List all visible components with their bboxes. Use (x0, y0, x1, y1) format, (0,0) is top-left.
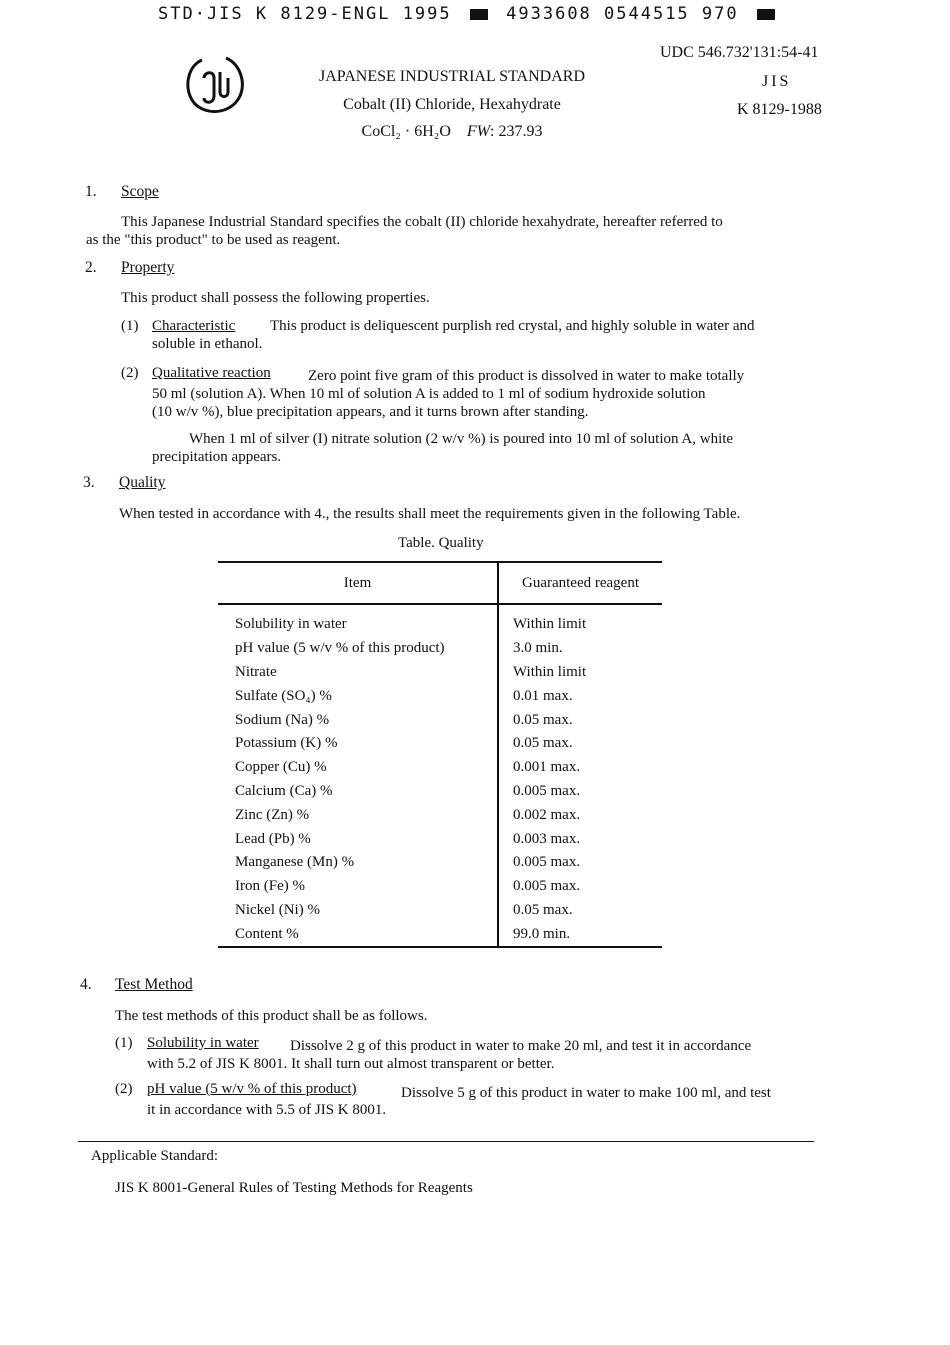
table-row (218, 827, 662, 851)
table-cell-item: Sulfate (SO₄) % (218, 684, 498, 708)
table-row (218, 604, 662, 637)
property-item-2-text-5: precipitation appears. (152, 449, 282, 465)
test-item-1-text-2: with 5.2 of JIS K 8001. It shall turn out almost transparent or better. (147, 1056, 555, 1072)
section-3-number: 3. (83, 474, 95, 491)
property-item-2-text-3: (10 w/v %), blue precipitation appears, and it turns brown after standing. (152, 404, 589, 420)
section-2-number: 2. (85, 259, 97, 276)
table-cell-value: 0.002 max. (513, 806, 581, 823)
test-item-2-title: pH value (5 w/v % of this product) (147, 1081, 357, 1097)
jis-logo-icon (182, 52, 248, 118)
section-2-title: Property (121, 259, 175, 276)
section-3-title: Quality (119, 474, 166, 491)
section-1-title: Scope (121, 183, 159, 200)
table-cell-item: Nitrate (218, 661, 498, 685)
property-intro: This product shall possess the following properties. (121, 290, 430, 306)
redaction-block (757, 9, 775, 20)
table-cell-item: pH value (5 w/v % of this product) (218, 637, 498, 661)
standard-number: K 8129-1988 (737, 101, 822, 118)
applicable-standard-text: JIS K 8001-General Rules of Testing Methods for Reagents (115, 1180, 473, 1196)
table-cell-item: Potassium (K) % (218, 732, 498, 756)
table-cell-value: 0.05 max. (513, 901, 573, 918)
fw-label: FW (466, 123, 491, 140)
table-row (218, 899, 662, 923)
table-row (218, 803, 662, 827)
table-cell-value: 0.05 max. (513, 735, 573, 752)
document-code-part1: STD·JIS K 8129-ENGL 1995 (158, 4, 452, 24)
table-cell-value: 0.005 max. (513, 854, 581, 871)
property-item-1-text-1: This product is deliquescent purplish red crystal, and highly soluble in water and (270, 318, 755, 334)
table-cell-value: 99.0 min. (498, 922, 662, 947)
applicable-standard-label: Applicable Standard: (91, 1148, 219, 1164)
table-cell-value: 0.003 max. (513, 830, 581, 847)
table-row (218, 708, 662, 732)
document-code-header (158, 4, 781, 24)
test-item-1-number: (1) (115, 1035, 133, 1051)
property-item-2-text-4: When 1 ml of silver (I) nitrate solution (2 w/v %) is poured into 10 ml of solution A, white (189, 431, 734, 447)
test-item-2-text-1: Dissolve 5 g of this product in water to make 100 ml, and test (401, 1085, 771, 1101)
quality-table (218, 561, 662, 948)
jis-mark: JIS (762, 73, 792, 90)
table-cell-item: Copper (Cu) % (218, 756, 498, 780)
property-item-1-text-2: soluble in ethanol. (152, 336, 263, 352)
table-cell-item: Calcium (Ca) % (218, 780, 498, 804)
table-cell-value: 0.005 max. (513, 878, 581, 895)
test-item-2-number: (2) (115, 1081, 133, 1097)
test-item-1-text-1: Dissolve 2 g of this product in water to make 20 ml, and test it in accordance (290, 1038, 752, 1054)
table-cell-value: Within limit (513, 616, 587, 633)
table-row (218, 780, 662, 804)
table-cell-item: Nickel (Ni) % (218, 899, 498, 923)
standard-title: JAPANESE INDUSTRIAL STANDARD (319, 68, 585, 85)
table-row (218, 684, 662, 708)
table-cell-value: Within limit (513, 663, 587, 680)
property-item-2-title: Qualitative reaction (152, 365, 271, 381)
udc-number: UDC 546.732'131:54-41 (660, 44, 819, 61)
property-item-2-number: (2) (121, 365, 139, 381)
table-cell-item: Sodium (Na) % (218, 708, 498, 732)
table-header-guaranteed: Guaranteed reagent (498, 562, 662, 604)
redaction-block (470, 9, 488, 20)
table-row (218, 875, 662, 899)
test-item-2-text-2: it in accordance with 5.5 of JIS K 8001. (147, 1102, 387, 1118)
section-4-number: 4. (80, 976, 92, 993)
product-name: Cobalt (II) Chloride, Hexahydrate (343, 96, 561, 113)
table-cell-item: Solubility in water (218, 604, 498, 637)
chemical-formula: CoCl₂ · 6H₂O (361, 123, 451, 140)
scope-text-2: as the "this product" to be used as reagent. (86, 232, 341, 248)
section-4-title: Test Method (115, 976, 193, 993)
table-header-item: Item (218, 562, 498, 604)
table-row (218, 732, 662, 756)
table-cell-value: 0.005 max. (513, 782, 581, 799)
property-item-1-number: (1) (121, 318, 139, 334)
scope-text-1: This Japanese Industrial Standard specifies the cobalt (II) chloride hexahydrate, hereafter referred to (121, 214, 723, 230)
fw-value: : 237.93 (490, 123, 543, 140)
table-row (218, 851, 662, 875)
footer-divider (78, 1141, 814, 1142)
table-cell-value: 0.05 max. (513, 711, 573, 728)
table-row (218, 661, 662, 685)
property-item-2-text-1: Zero point five gram of this product is dissolved in water to make totally (308, 368, 745, 384)
table-cell-item: Iron (Fe) % (218, 875, 498, 899)
table-row (218, 637, 662, 661)
section-1-number: 1. (85, 183, 97, 200)
quality-intro: When tested in accordance with 4., the results shall meet the requirements given in the following Table. (119, 506, 741, 522)
document-code-part2: 4933608 0544515 970 (506, 4, 739, 24)
table-cell-value: 0.01 max. (513, 687, 573, 704)
property-item-2-text-2: 50 ml (solution A). When 10 ml of solution A is added to 1 ml of sodium hydroxide solution (152, 386, 706, 402)
table-cell-item: Lead (Pb) % (218, 827, 498, 851)
table-row (218, 922, 662, 947)
table-header-row (218, 562, 662, 604)
table-row (218, 756, 662, 780)
property-item-1-title: Characteristic (152, 318, 236, 334)
quality-table-body (218, 604, 662, 947)
table-cell-item: Manganese (Mn) % (218, 851, 498, 875)
table-cell-item: Content % (218, 922, 498, 947)
test-item-1-title: Solubility in water (147, 1035, 259, 1051)
table-cell-value: 3.0 min. (513, 640, 563, 657)
product-formula (252, 123, 652, 141)
table-cell-item: Zinc (Zn) % (218, 803, 498, 827)
table-cell-value: 0.001 max. (513, 759, 581, 776)
table-caption: Table. Quality (398, 535, 484, 551)
test-method-intro: The test methods of this product shall be as follows. (115, 1008, 428, 1024)
